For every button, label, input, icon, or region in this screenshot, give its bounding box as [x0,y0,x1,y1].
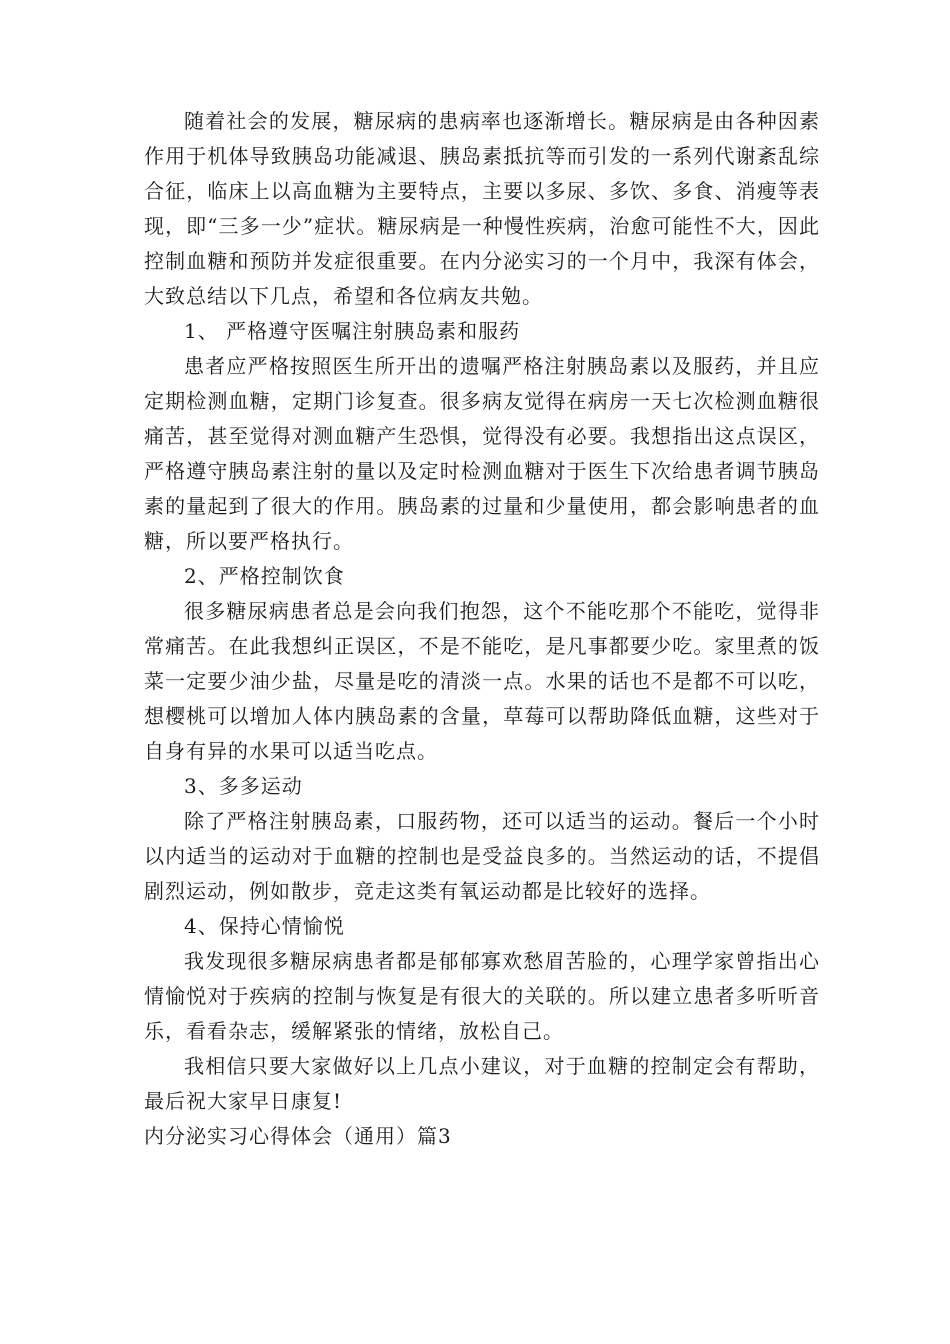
intro-paragraph: 随着社会的发展，糖尿病的患病率也逐渐增长。糖尿病是由各种因素作用于机体导致胰岛功能减退、胰岛素抵抗等而引发的一系列代谢紊乱综合征，临床上以高血糖为主要特点，主要以多尿、多饮、多食、消瘦等表现，即“三多一少”症状。糖尿病是一种慢性疾病，治愈可能性不大，因此控制血糖和预防并发症很重要。在内分泌实习的一个月中，我深有体会，大致总结以下几点，希望和各位病友共勉。 [144,109,820,308]
section-heading-3: 3、多多运动 [184,774,303,798]
section-heading-2: 2、严格控制饮食 [184,564,345,588]
section-body-2: 很多糖尿病患者总是会向我们抱怨，这个不能吃那个不能吃，觉得非常痛苦。在此我想纠正误区，不是不能吃，是凡事都要少吃。家里煮的饭菜一定要少油少盐，尽量是吃的清淡一点。水果的话也不是都不可以吃，想樱桃可以增加人体内胰岛素的含量，草莓可以帮助降低血糖，这些对于自身有异的水果可以适当吃点。 [144,599,820,763]
document-body [144,104,820,1154]
section-body-3: 除了严格注射胰岛素，口服药物，还可以适当的运动。餐后一个小时以内适当的运动对于血糖的控制也是受益良多的。当然运动的话，不提倡剧烈运动，例如散步，竞走这类有氧运动都是比较好的选择。 [144,809,820,903]
closing-paragraph: 我相信只要大家做好以上几点小建议，对于血糖的控制定会有帮助，最后祝大家早日康复! [144,1054,820,1113]
section-body-4: 我发现很多糖尿病患者都是郁郁寡欢愁眉苦脸的，心理学家曾指出心情愉悦对于疾病的控制与恢复是有很大的关联的。所以建立患者多听听音乐，看看杂志，缓解紧张的情绪，放松自己。 [144,949,820,1043]
next-article-title: 内分泌实习心得体会（通用）篇3 [144,1124,452,1148]
section-body-1: 患者应严格按照医生所开出的遗嘱严格注射胰岛素以及服药，并且应定期检测血糖，定期门诊复查。很多病友觉得在病房一天七次检测血糖很痛苦，甚至觉得对测血糖产生恐惧，觉得没有必要。我想指出这点误区，严格遵守胰岛素注射的量以及定时检测血糖对于医生下次给患者调节胰岛素的量起到了很大的作用。胰岛素的过量和少量使用，都会影响患者的血糖，所以要严格执行。 [144,354,820,553]
section-heading-1: 1、 严格遵守医嘱注射胰岛素和服药 [184,319,521,343]
section-heading-4: 4、保持心情愉悦 [184,914,345,938]
